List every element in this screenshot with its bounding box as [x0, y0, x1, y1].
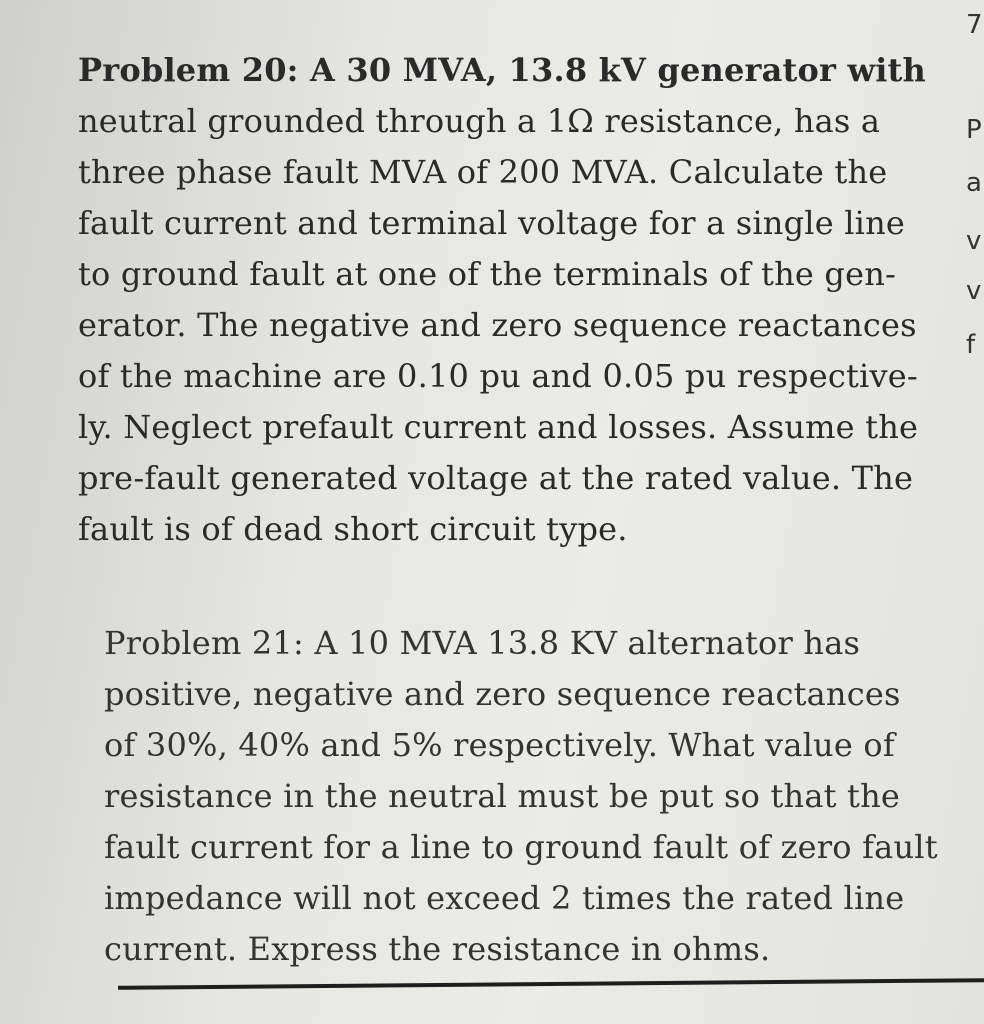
margin-letter: v: [966, 226, 982, 256]
problem-21-line-3: of 30%, 40% and 5% respectively. What value of: [104, 726, 895, 764]
problem-21-line-6: impedance will not exceed 2 times the rated line: [104, 879, 905, 917]
problem-20-line-4: fault current and terminal voltage for a single line: [78, 204, 906, 242]
problem-20-line-3: three phase fault MVA of 200 MVA. Calculate the: [78, 153, 888, 191]
problem-20-line-6: erator. The negative and zero sequence reactances: [78, 306, 917, 344]
problem-20: [78, 45, 948, 555]
problem-21-line-1: Problem 21: A 10 MVA 13.8 KV alternator has: [104, 624, 861, 662]
problem-21-line-5: fault current for a line to ground fault of zero fault: [104, 828, 938, 866]
problem-20-line-5: to ground fault at one of the terminals of the gen-: [78, 255, 897, 293]
section-divider-rule: [118, 978, 984, 990]
problem-20-line-8: ly. Neglect prefault current and losses. Assume the: [78, 408, 919, 446]
problem-20-line-7: of the machine are 0.10 pu and 0.05 pu respective-: [78, 357, 918, 395]
problem-21-line-4: resistance in the neutral must be put so that the: [104, 777, 901, 815]
problem-21-line-2: positive, negative and zero sequence reactances: [104, 675, 901, 713]
problem-20-line-2: neutral grounded through a 1Ω resistance, has a: [78, 102, 881, 140]
adjacent-column-edge: [960, 0, 984, 1024]
problem-20-line-9: pre-fault generated voltage at the rated value. The: [78, 459, 914, 497]
problem-20-line-10: fault is of dead short circuit type.: [78, 510, 628, 548]
problem-20-line-1: Problem 20: A 30 MVA, 13.8 kV generator with: [78, 51, 927, 89]
problem-21-line-7: current. Express the resistance in ohms.: [104, 930, 771, 968]
margin-letter: P: [966, 115, 982, 145]
margin-letter: v: [966, 276, 982, 306]
problem-21: [104, 618, 964, 975]
margin-letter: a: [966, 168, 982, 198]
margin-letter: f: [966, 330, 976, 360]
margin-letter: 7: [966, 10, 983, 40]
